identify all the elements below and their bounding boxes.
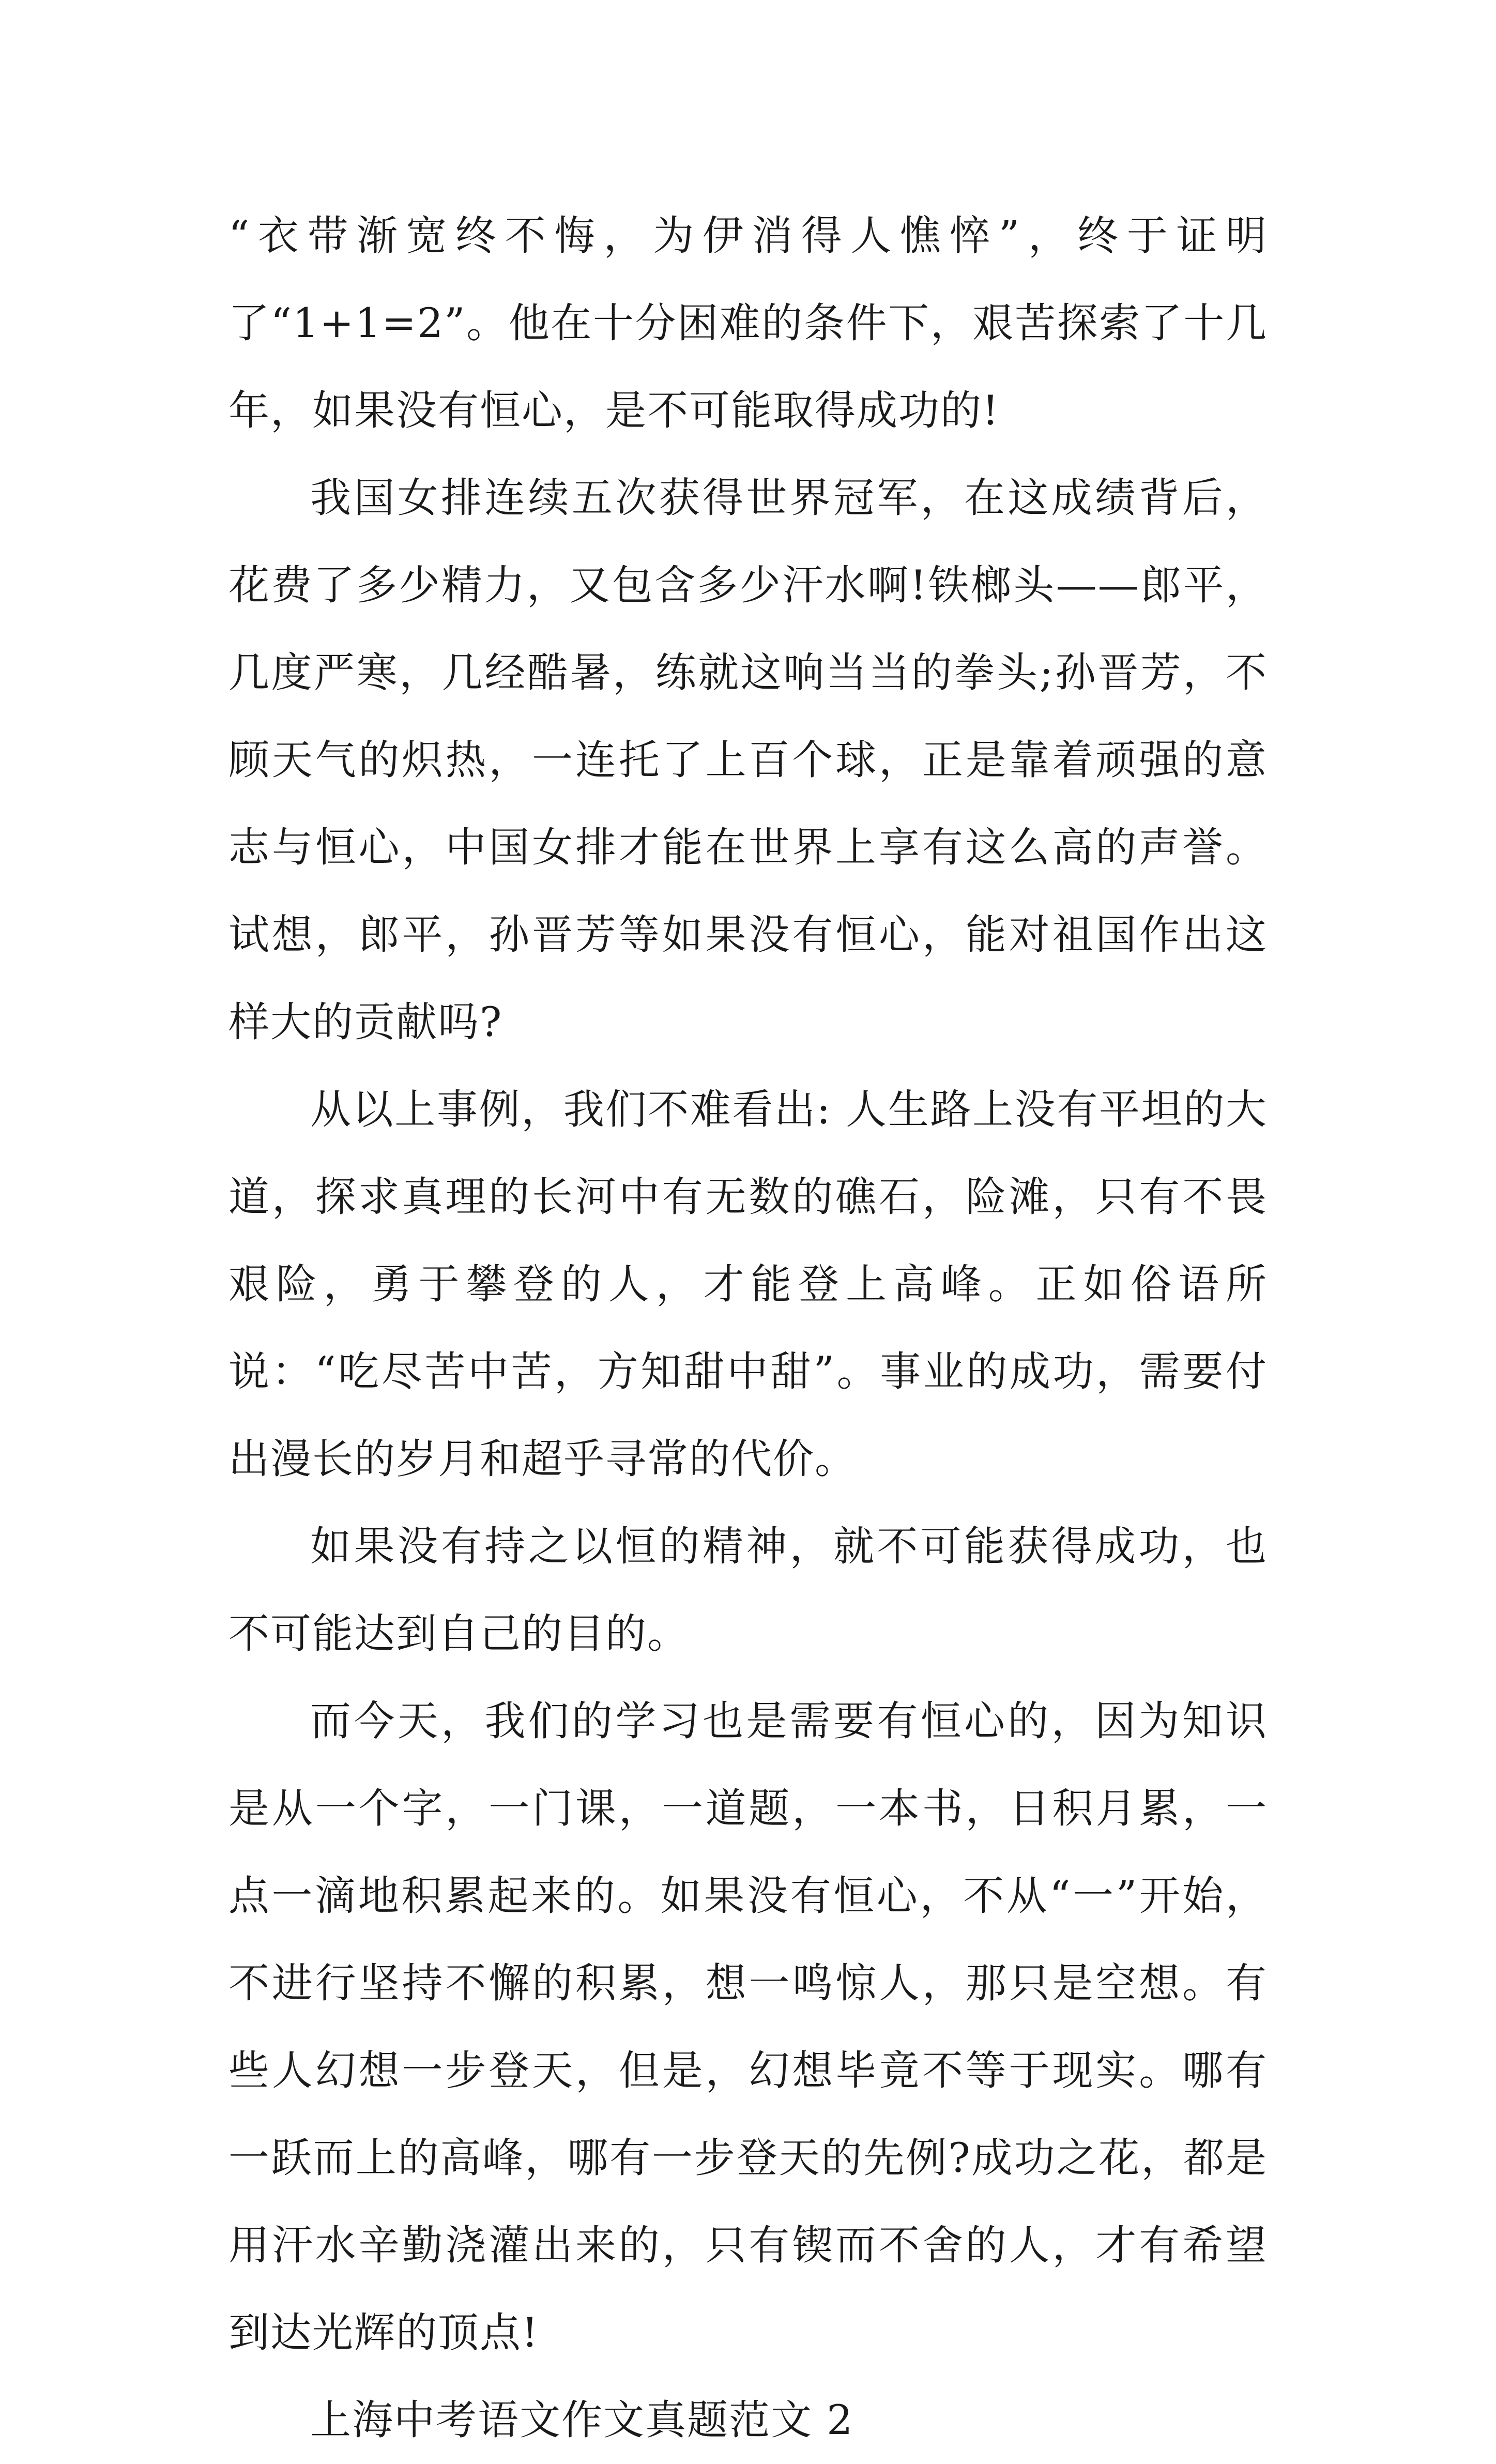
paragraph-5: 而今天，我们的学习也是需要有恒心的，因为知识是从一个字，一门课，一道题，一本书，日积月累，一点一滴地积累起来的。如果没有恒心，不从“一”开始，不进行坚持不懈的积累，想一鸣惊人，那只是空想。有些人幻想一步登天，但是，幻想毕竟不等于现实。哪有一跃而上的高峰，哪有一步登天的先例?成功之花，都是用汗水辛勤浇灌出来的，只有锲而不舍的人，才有希望到达光辉的顶点! bbox=[228, 1697, 1268, 2356]
document-body bbox=[228, 192, 1268, 2464]
paragraph-4: 如果没有持之以恒的精神，就不可能获得成功，也不可能达到自己的目的。 bbox=[228, 1523, 1268, 1657]
section-heading: 上海中考语文作文真题范文 2 bbox=[310, 2396, 854, 2444]
paragraph-1: “衣带渐宽终不悔，为伊消得人憔悴”，终于证明了“1+1=2”。他在十分困难的条件下，艰苦探索了十几年，如果没有恒心，是不可能取得成功的! bbox=[228, 212, 1268, 434]
paragraph-2: 我国女排连续五次获得世界冠军，在这成绩背后，花费了多少精力，又包含多少汗水啊!铁榔头——郎平，几度严寒，几经酷暑，练就这响当当的拳头;孙晋芳，不顾天气的炽热，一连托了上百个球，正是靠着顽强的意志与恒心，中国女排才能在世界上享有这么高的声誉。试想，郎平，孙晋芳等如果没有恒心，能对祖国作出这样大的贡献吗? bbox=[228, 474, 1268, 1046]
paragraph-3: 从以上事例，我们不难看出: 人生路上没有平坦的大道，探求真理的长河中有无数的礁石，险滩，只有不畏艰险，勇于攀登的人，才能登上高峰。正如俗语所说：“吃尽苦中苦，方知甜中甜”。事业的成功，需要付出漫长的岁月和超乎寻常的代价。 bbox=[228, 1086, 1268, 1483]
